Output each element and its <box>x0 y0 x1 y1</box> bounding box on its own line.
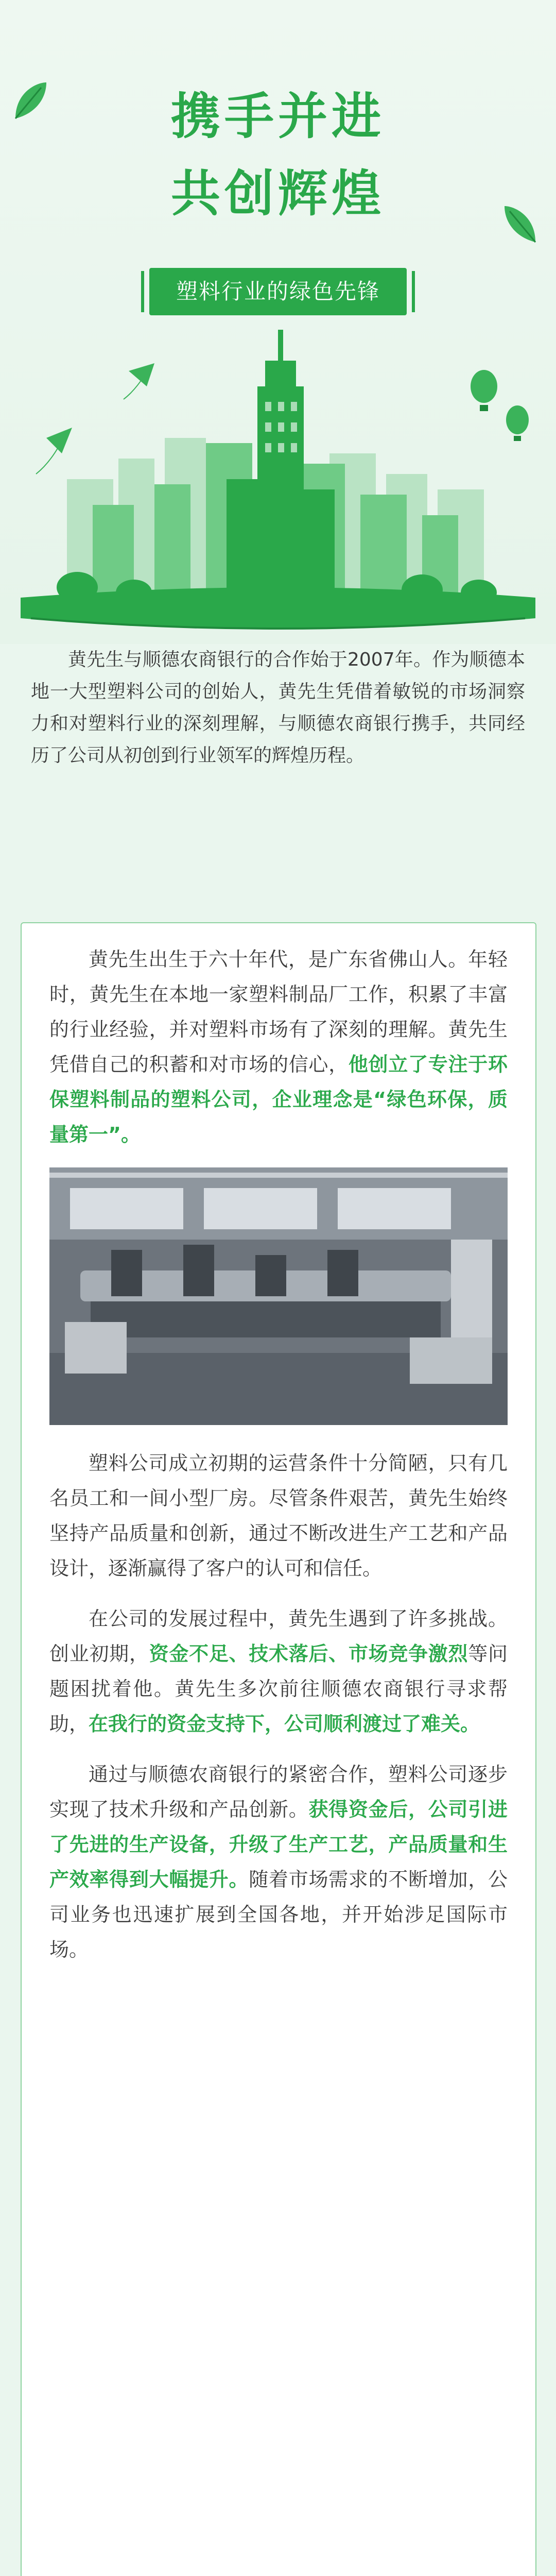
hero-subtitle: 塑料行业的绿色先锋 <box>149 268 407 315</box>
factory-photo <box>49 1167 508 1425</box>
hot-air-balloon-icon <box>506 405 529 441</box>
hot-air-balloon-icon <box>471 370 497 411</box>
text: 黄先生出生于六十年代，是广东省佛山人。年轻时，黄先生在本地一家塑料制品厂工作，积累了丰富的行业经验，并对塑料市场有了深刻的理解。黄先生凭借自己的积蓄和对市场的信心， <box>49 948 508 1076</box>
paragraph: 塑料公司成立初期的运营条件十分简陋，只有几名员工和一间小型厂房。尽管条件艰苦，黄先生始终坚持产品质量和创新，通过不断改进生产工艺和产品设计，逐渐赢得了客户的认可和信任。 <box>49 1452 508 1580</box>
text: 随着市场需求的不断增加，公司业务也迅速扩展到全国各地，并开始涉足国际市场。 <box>49 1868 508 1961</box>
highlight-text: 在我行的资金支持下，公司顺利渡过了难关。 <box>89 1713 480 1735</box>
paragraph <box>49 942 508 1152</box>
story-card-1 <box>21 922 536 2576</box>
hero-banner <box>0 0 556 644</box>
highlight-text: 资金不足、技术落后、市场竞争激烈 <box>149 1642 468 1665</box>
highlight-text: 他创立了专注于环保塑料制品的塑料公司，企业理念是“绿色环保，质量第一”。 <box>49 1053 508 1146</box>
hero-title-line1: 携手并进 <box>171 88 385 145</box>
paragraph <box>49 1601 508 1741</box>
intro-paragraph: 黄先生与顺德农商银行的合作始于2007年。作为顺德本地一大型塑料公司的创始人，黄先生凭借着敏锐的市场洞察力和对塑料行业的深刻理解，与顺德农商银行携手，共同经历了公司从初创到行业领军的辉煌历程。 <box>31 649 525 766</box>
text: 通过与顺德农商银行的紧密合作，塑料公司逐步实现了技术升级和产品创新。 <box>49 1763 508 1821</box>
text: 等问题困扰着他。黄先生多次前往顺德农商银行寻求帮助， <box>49 1642 508 1735</box>
text: 在公司的发展过程中，黄先生遇到了许多挑战。创业初期， <box>49 1607 508 1665</box>
highlight-text: 获得资金后，公司引进了先进的生产设备，升级了生产工艺，产品质量和生产效率得到大幅提升。 <box>49 1798 508 1891</box>
hero-title-line2: 共创辉煌 <box>171 165 385 223</box>
paragraph <box>49 1757 508 1967</box>
city-skyline-illustration <box>0 309 556 644</box>
kite-icon <box>36 428 72 474</box>
intro-section <box>31 644 525 772</box>
kite-icon <box>124 363 154 399</box>
